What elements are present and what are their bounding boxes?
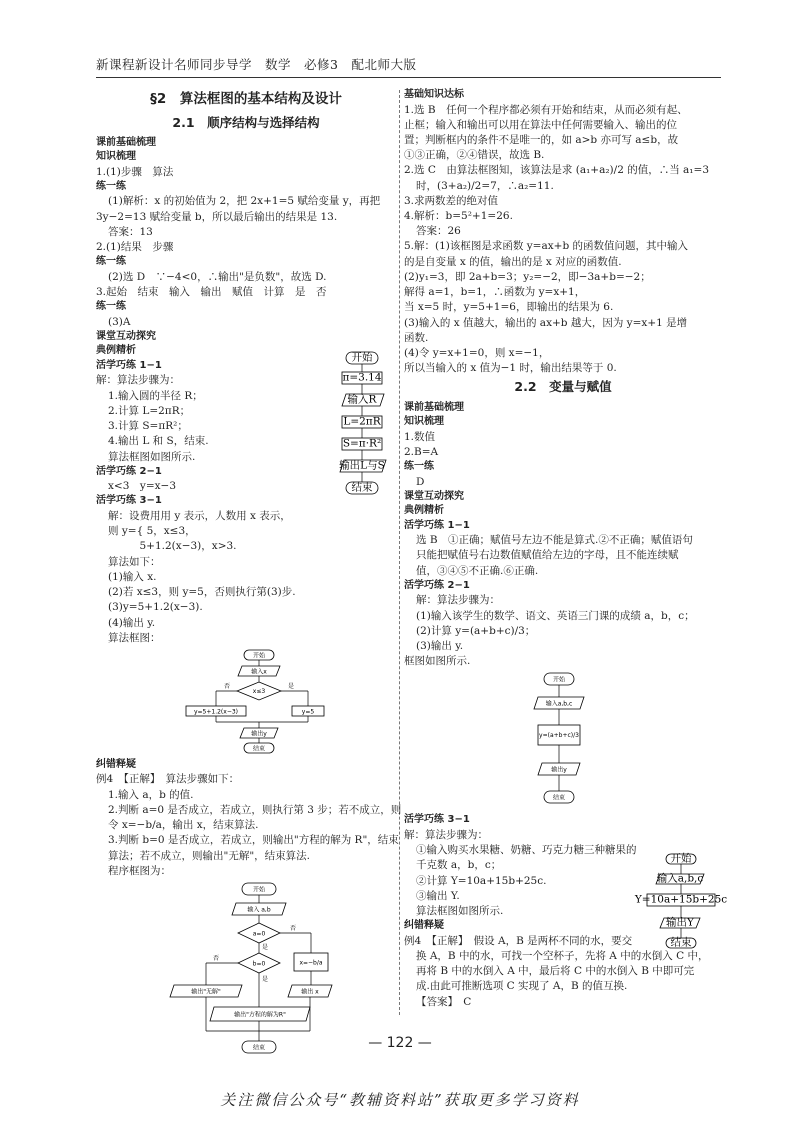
- text-line: ③输出 Y.: [416, 889, 460, 902]
- fc2-start: 开始: [252, 652, 266, 660]
- text-line: 【答案】 C: [416, 995, 472, 1008]
- fc2-output: 输出y: [251, 730, 267, 738]
- text-line: 算法；若不成立，则输出"无解"，结束算法.: [108, 849, 310, 862]
- text-line: 纠错释疑: [96, 758, 136, 770]
- right-text-a: [404, 88, 722, 376]
- text-line: 的是自变量 x 的值，输出的是 x 对应的函数值.: [404, 255, 622, 268]
- text-line: 例4 【正解】 假设 A，B 是两杯不同的水，要交: [404, 934, 633, 947]
- fc4-output: 输出y: [551, 766, 567, 774]
- text-line: 练一练: [96, 256, 126, 268]
- text-line: (4)输出 y.: [108, 616, 156, 629]
- fc2-calc-b: y=5: [301, 708, 315, 716]
- text-line: (3)y=5+1.2(x−3).: [108, 601, 203, 614]
- text-line: 换 A，B 中的水，可找一个空杯子，先将 A 中的水倒入 C 中，: [416, 950, 709, 962]
- text-line: (2)计算 y=(a+b+c)/3；: [416, 624, 536, 637]
- text-line: 典例精析: [96, 345, 136, 357]
- text-line: 2.B=A: [404, 445, 439, 458]
- fc2-calc-a: y=5+1.2(x−3): [193, 708, 239, 716]
- fc4-calc: y=(a+b+c)/3: [539, 732, 579, 740]
- column-divider: [399, 90, 400, 1015]
- text-line: 典例精析: [404, 505, 444, 517]
- text-line: (4)令 y=x+1=0，则 x=−1，: [404, 347, 550, 359]
- fc4-input: 输入a,b,c: [545, 700, 573, 708]
- text-line: 值，③④⑤不正确.⑥正确.: [416, 564, 539, 577]
- text-line: 算法框图如图所示.: [416, 905, 504, 918]
- text-line: 则 y={ 5，x≤3，: [108, 525, 196, 538]
- text-line: 1.选 B 任何一个程序都必须有开始和结束，从而必须有起、: [404, 103, 688, 116]
- text-line: 活学巧练 2−1: [96, 465, 162, 477]
- text-line: 2.(1)结果 步骤: [96, 241, 174, 254]
- text-line: 解：算法步骤为：: [404, 828, 488, 841]
- fc5-output: 输出Y: [666, 916, 694, 929]
- subsection-title: 2.1 顺序结构与选择结构: [172, 114, 320, 130]
- fc5-end: 结束: [670, 936, 692, 949]
- section-title: §2 算法框图的基本结构及设计: [150, 91, 342, 107]
- text-line: 当 x=5 时，y=5+1=6，即输出的结果为 6.: [404, 301, 614, 314]
- fc3-out-none: 输出"无解": [191, 988, 221, 996]
- fc2-cond: x≤3: [252, 687, 266, 695]
- text-line: 成.由此可推断选项 C 实现了 A，B 的值互换.: [416, 980, 628, 993]
- fc3-cond-b: b=0: [252, 960, 266, 968]
- text-line: 1.数值: [404, 430, 436, 443]
- text-line: ①③正确，②④错误，故选 B.: [404, 149, 545, 162]
- text-line: 例4 【正解】 算法步骤如下：: [96, 773, 240, 786]
- text-line: 知识梳理: [404, 416, 444, 428]
- text-line: 1.输入圆的半径 R；: [108, 389, 203, 402]
- fc2-yes: 是: [288, 682, 295, 690]
- text-line: 3.判断 b=0 是否成立，若成立，则输出"方程的解为 R"，结束: [108, 834, 399, 847]
- left-text-b: [96, 758, 402, 879]
- text-line: 3.计算 S=πR²；: [108, 420, 188, 433]
- text-line: 只能把赋值号右边数值赋值给左边的字母，且不能连续赋: [416, 549, 679, 562]
- text-line: 解：设费用用 y 表示，人数用 x 表示，: [108, 509, 291, 522]
- text-line: 算法框图：: [108, 631, 161, 644]
- text-line: 止框；输入和输出可以用在算法中任何需要输入、输出的位: [404, 118, 677, 131]
- text-line: 活学巧练 1−1: [96, 359, 162, 371]
- text-line: 所以当输入的 x 值为−1 时，输出结果等于 0.: [404, 362, 617, 375]
- text-line: 解得 a=1，b=1，∴函数为 y=x+1，: [404, 286, 586, 299]
- text-line: x<3 y=x−3: [108, 480, 177, 493]
- fc3-cond-a: a=0: [252, 930, 266, 938]
- text-line: (1)输入 x.: [108, 570, 157, 583]
- fc3-yes2: 是: [262, 975, 269, 983]
- text-line: 5+1.2(x−3)，x>3.: [108, 540, 237, 553]
- text-line: (2)若 x≤3，则 y=5，否则执行第(3)步.: [108, 586, 296, 599]
- text-line: 1.输入 a，b 的值.: [108, 788, 194, 801]
- flowchart-candy: [634, 852, 728, 962]
- text-line: 练一练: [96, 180, 126, 192]
- text-line: 函数.: [404, 331, 429, 344]
- text-line: 置；判断框内的条件不是唯一的，如 a>b 亦可写 a≤b，故: [404, 133, 679, 146]
- text-line: 4.输出 L 和 S，结束.: [108, 435, 209, 448]
- text-line: 练一练: [96, 301, 126, 313]
- fc1-output: 输出L与S: [339, 459, 385, 472]
- fc3-out-r: 输出"方程的解为R": [234, 1011, 286, 1019]
- fc2-end: 结束: [252, 745, 266, 753]
- text-line: 课前基础梳理: [404, 401, 464, 413]
- text-line: ②计算 Y=10a+15b+25c.: [416, 874, 547, 887]
- fc3-input: 输入 a,b: [247, 906, 271, 914]
- right-text-b: [404, 401, 722, 670]
- text-line: (1)解析：x 的初始值为 2，把 2x+1=5 赋给变量 y，再把: [108, 195, 381, 208]
- flowchart-cost: [96, 648, 396, 756]
- text-line: 活学巧练 2−1: [404, 579, 470, 591]
- text-line: 练一练: [404, 461, 434, 472]
- text-line: (3)A: [108, 315, 131, 328]
- text-line: 课堂互动探究: [96, 330, 156, 342]
- text-line: ①输入购买水果糖、奶糖、巧克力糖三种糖果的: [416, 844, 637, 857]
- fc2-no: 否: [224, 682, 231, 690]
- text-line: (1)输入该学生的数学、语文、英语三门课的成绩 a，b，c；: [416, 609, 695, 622]
- fc3-out-x: 输出 x: [301, 988, 319, 996]
- text-line: 3.起始 结束 输入 输出 赋值 计算 是 否: [96, 286, 327, 298]
- text-line: (3)输出 y.: [416, 640, 464, 653]
- text-line: 算法框图如图所示.: [108, 450, 196, 463]
- fc5-calc: Y=10a+15b+25c: [634, 893, 728, 906]
- flowchart-circle: [334, 350, 390, 520]
- text-line: 活学巧练 3−1: [404, 814, 470, 826]
- fc1-input: 输入R: [347, 393, 377, 406]
- fc4-end: 结束: [552, 794, 566, 802]
- text-line: 2.选 C 由算法框图知，该算法是求 (a₁+a₂)/2 的值，∴当 a₁=3: [404, 164, 709, 177]
- text-line: 活学巧练 1−1: [404, 519, 470, 531]
- fc1-pi: π=3.14: [342, 371, 382, 384]
- text-line: 1.(1)步骤 算法: [96, 165, 174, 178]
- page-header: 新课程新设计名师同步导学 数学 必修3 配北师大版: [96, 56, 721, 78]
- text-line: 课前基础梳理: [96, 136, 156, 148]
- text-line: 活学巧练 3−1: [96, 495, 162, 507]
- fc1-start: 开始: [351, 351, 373, 364]
- fc3-no2: 否: [213, 954, 220, 962]
- fc2-input: 输入x: [251, 668, 267, 676]
- text-line: 2.计算 L=2πR；: [108, 404, 191, 417]
- text-line: (2)选 D ∵−4<0，∴输出"是负数"，故选 D.: [108, 270, 327, 283]
- text-line: 解：算法步骤为：: [96, 374, 180, 387]
- text-line: 千克数 a，b，c；: [416, 859, 502, 872]
- fc1-end: 结束: [351, 481, 373, 494]
- text-line: 令 x=−b/a，输出 x，结束算法.: [108, 819, 259, 832]
- text-line: 3y−2=13 赋给变量 b，所以最后输出的结果是 13.: [96, 210, 338, 223]
- fc1-calc-s: S=π·R²: [342, 437, 382, 450]
- subsection-title-2: 2.2 变量与赋值: [514, 379, 612, 395]
- text-line: 框图如图所示.: [404, 655, 471, 668]
- fc3-end: 结束: [252, 1044, 266, 1052]
- fc1-calc-l: L=2πR: [343, 415, 381, 428]
- fc5-input: 输入a,b,c: [656, 872, 704, 885]
- text-line: 答案：13: [108, 225, 153, 238]
- text-line: 解：算法步骤为：: [416, 594, 500, 607]
- fc3-yes: 是: [262, 943, 269, 951]
- page-number: — 122 —: [368, 1035, 432, 1051]
- text-line: 时，(3+a₂)/2=7，∴a₂=11.: [416, 179, 554, 192]
- text-line: D: [416, 475, 425, 488]
- text-line: (3)输入的 x 值越大，输出的 ax+b 越大，因为 y=x+1 是增: [404, 316, 688, 329]
- text-line: 4.解析：b=5²+1=26.: [404, 210, 513, 223]
- text-line: 选 B ①正确；赋值号左边不能是算式.②不正确；赋值语句: [416, 534, 693, 547]
- text-line: 知识梳理: [96, 151, 136, 163]
- text-line: 程序框图为：: [108, 864, 171, 877]
- fc3-calc: x=−b/a: [299, 959, 323, 967]
- flowchart-average: [404, 671, 722, 811]
- text-line: 再将 B 中的水倒入 A 中，最后将 C 中的水倒入 B 中即可完: [416, 965, 695, 978]
- text-line: 基础知识达标: [404, 89, 464, 100]
- text-line: 2.判断 a=0 是否成立，若成立，则执行第 3 步；若不成立，则: [108, 803, 402, 816]
- text-line: 3.求两数差的绝对值: [404, 194, 499, 207]
- text-line: 课堂互动探究: [404, 490, 464, 502]
- text-line: 答案：26: [416, 225, 461, 238]
- text-line: 算法如下：: [108, 555, 161, 568]
- right-column: [404, 88, 728, 1010]
- text-line: (2)y₁=3，即 2a+b=3；y₂=−2，即−3a+b=−2；: [404, 270, 651, 283]
- text-line: 纠错释疑: [404, 920, 444, 932]
- text-line: 5.解：(1)该框图是求函数 y=ax+b 的函数值问题，其中输入: [404, 240, 688, 253]
- fc4-start: 开始: [552, 676, 566, 684]
- footer-note: 关注微信公众号“教辅资料站”获取更多学习资料: [220, 1091, 580, 1109]
- fc3-no: 否: [290, 924, 297, 932]
- fc3-start: 开始: [252, 886, 266, 894]
- fc5-start: 开始: [670, 852, 692, 865]
